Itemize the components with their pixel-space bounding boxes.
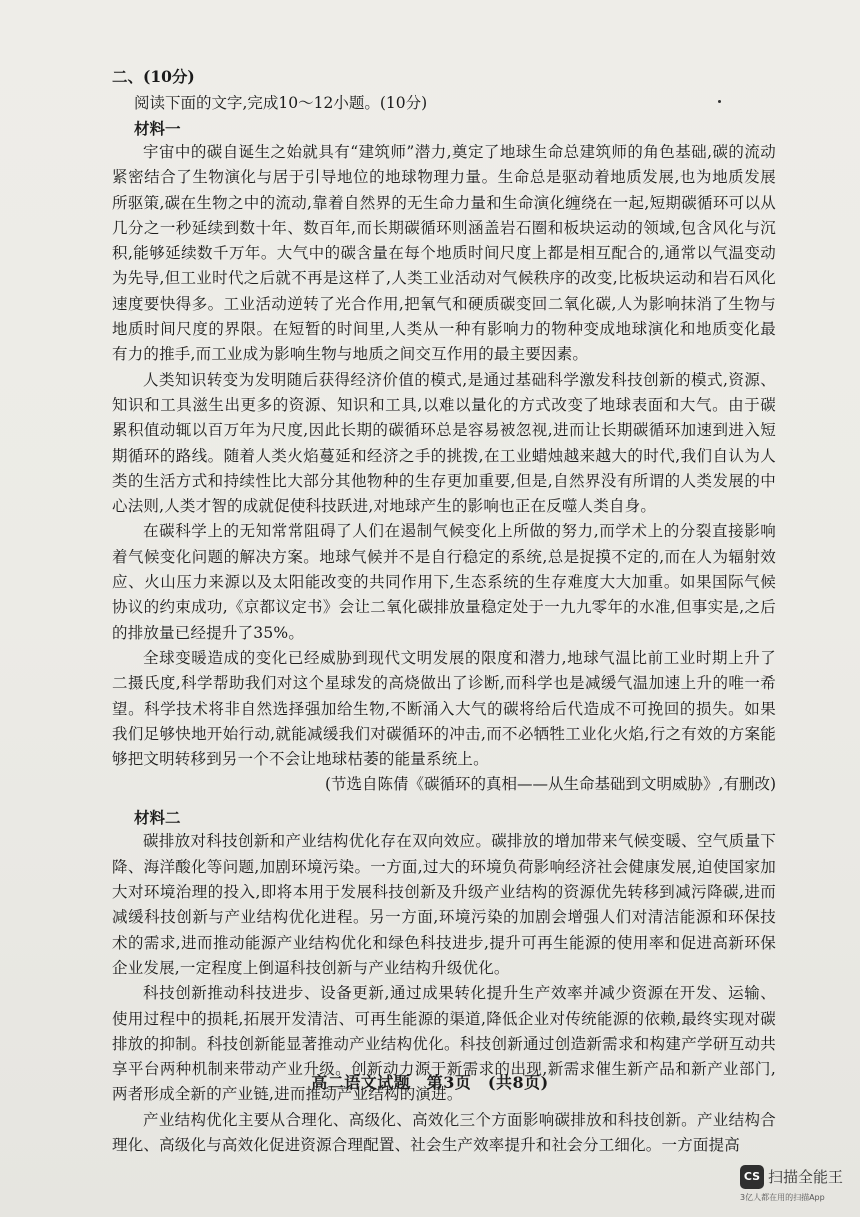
material-2-title: 材料二	[134, 808, 181, 828]
material-1-source: (节选自陈倩《碳循环的真相——从生命基础到文明威胁》,有删改)	[324, 775, 776, 794]
scanner-watermark	[740, 1165, 860, 1205]
material-2-paragraph: 科技创新推动科技进步、设备更新,通过成果转化提升生产效率并减少资源在开发、运输、使用过程中的损耗,拓展开发清洁、可再生能源的渠道,降低企业对传统能源的依赖,最终实现对碳排放的抑制。科技创新能显著推动产业结构优化。科技创新通过创造新需求和构建产学研互动共享平台两种机制来带动产业升级。创新动力源于新需求的出现,新需求催生新产品和新产业部门,两者形成全新的产业链,进而推动产业结构的演进。	[112, 984, 776, 1104]
material-2-paragraph: 产业结构优化主要从合理化、高级化、高效化三个方面影响碳排放和科技创新。产业结构合理化、高级化与高效化促进资源合理配置、社会生产效率提升和社会分工细化。一方面提高	[112, 1110, 776, 1154]
page-footer: 高二语文试题 第3页 (共8页)	[311, 1073, 549, 1092]
material-1-paragraph: 人类知识转变为发明随后获得经济价值的模式,是通过基础科学激发科技创新的模式,资源、知识和工具滋生出更多的资源、知识和工具,以难以量化的方式改变了地球表面和大气。由于碳累积值动辄以百万年为尺度,因此长期的碳循环总是容易被忽视,进而让长期碳循环加速到进入短期循环的路线。随着人类火焰蔓延和经济之手的挑拨,在工业蜡烛越来越大的时代,我们自认为人类的生活方式和持续性比大部分其他物种的生存更加重要,但是,自然界没有所谓的人类发展的中心法则,人类才智的成就促使科技跃进,对地球产生的影响也正在反噬人类自身。	[112, 370, 776, 516]
camscanner-logo-icon: CS	[740, 1165, 764, 1189]
watermark-tagline: 3亿人都在用的扫描App	[740, 1193, 825, 1202]
material-2-paragraph: 碳排放对科技创新和产业结构优化存在双向效应。碳排放的增加带来气候变暖、空气质量下降、海洋酸化等问题,加剧环境污染。一方面,过大的环境负荷影响经济社会健康发展,迫使国家加大对环境治理的投入,即将本用于发展科技创新及升级产业结构的资源优先转移到减污降碳,进而减缓科技创新与产业结构优化进程。另一方面,环境污染的加剧会增强人们对清洁能源和环保技术的需求,进而推动能源产业结构优化和绿色科技进步,提升可再生能源的使用率和促进高新环保企业发展,一定程度上倒逼科技创新与产业结构升级优化。	[112, 832, 776, 977]
material-1-title: 材料一	[134, 119, 181, 138]
section-heading: 二、(10分)	[112, 67, 195, 86]
material-1-paragraph: 在碳科学上的无知常常阻碍了人们在遏制气候变化上所做的努力,而学术上的分裂直接影响着气候变化问题的解决方案。地球气候并不是自行稳定的系统,总是捉摸不定的,而在人为辐射效应、火山压力来源以及太阳能改变的共同作用下,生态系统的生存难度大大加重。如果国际气候协议的约束成功,《京都议定书》会让二氧化碳排放量稳定处于一九九零年的水准,但事实是,之后的排放量已经提升了35%。	[112, 522, 776, 642]
page-content	[112, 66, 776, 1158]
material-1-paragraph: 全球变暖造成的变化已经威胁到现代文明发展的限度和潜力,地球气温比前工业时期上升了二摄氏度,科学帮助我们对这个星球发的高烧做出了诊断,而科学也是减缓气温加速上升的唯一希望。科学技术将非自然选择强加给生物,不断涌入大气的碳将给后代造成不可挽回的损失。如果我们足够快地开始行动,就能减缓我们对碳循环的冲击,而不必牺牲工业化火焰,行之有效的方案能够把文明转移到另一个不会让地球枯萎的能量系统上。	[112, 648, 776, 769]
section-intro: 阅读下面的文字,完成10～12小题。(10分)	[134, 94, 428, 112]
material-1-paragraph: 宇宙中的碳自诞生之始就具有“建筑师”潜力,奠定了地球生命总建筑师的角色基础,碳的流动紧密结合了生物演化与居于引导地位的地球物理力量。生命总是驱动着地质发展,也为地质发展所驱策,碳在生物之中的流动,靠着自然界的无生命力量和生命演化缠绕在一起,短期碳循环可以从几分之一秒延续到数十年、数百年,而长期碳循环则涵盖岩石圈和板块运动的领域,包含风化与沉积,能够延续数千万年。大气中的碳含量在每个地质时间尺度上都是相互配合的,通常以气温变动为先导,但工业时代之后就不再是这样了,人类工业活动对气候秩序的改变,比板块运动和岩石风化速度要快得多。工业活动逆转了光合作用,把氧气和硬质碳变回二氧化碳,人为影响抹消了生物与地质时间尺度的界限。在短暂的时间里,人类从一种有影响力的物种变成地球演化和地质变化最有力的推手,而工业成为影响生物与地质之间交互作用的最主要因素。	[112, 143, 776, 364]
watermark-app-name: 扫描全能王	[768, 1168, 844, 1186]
